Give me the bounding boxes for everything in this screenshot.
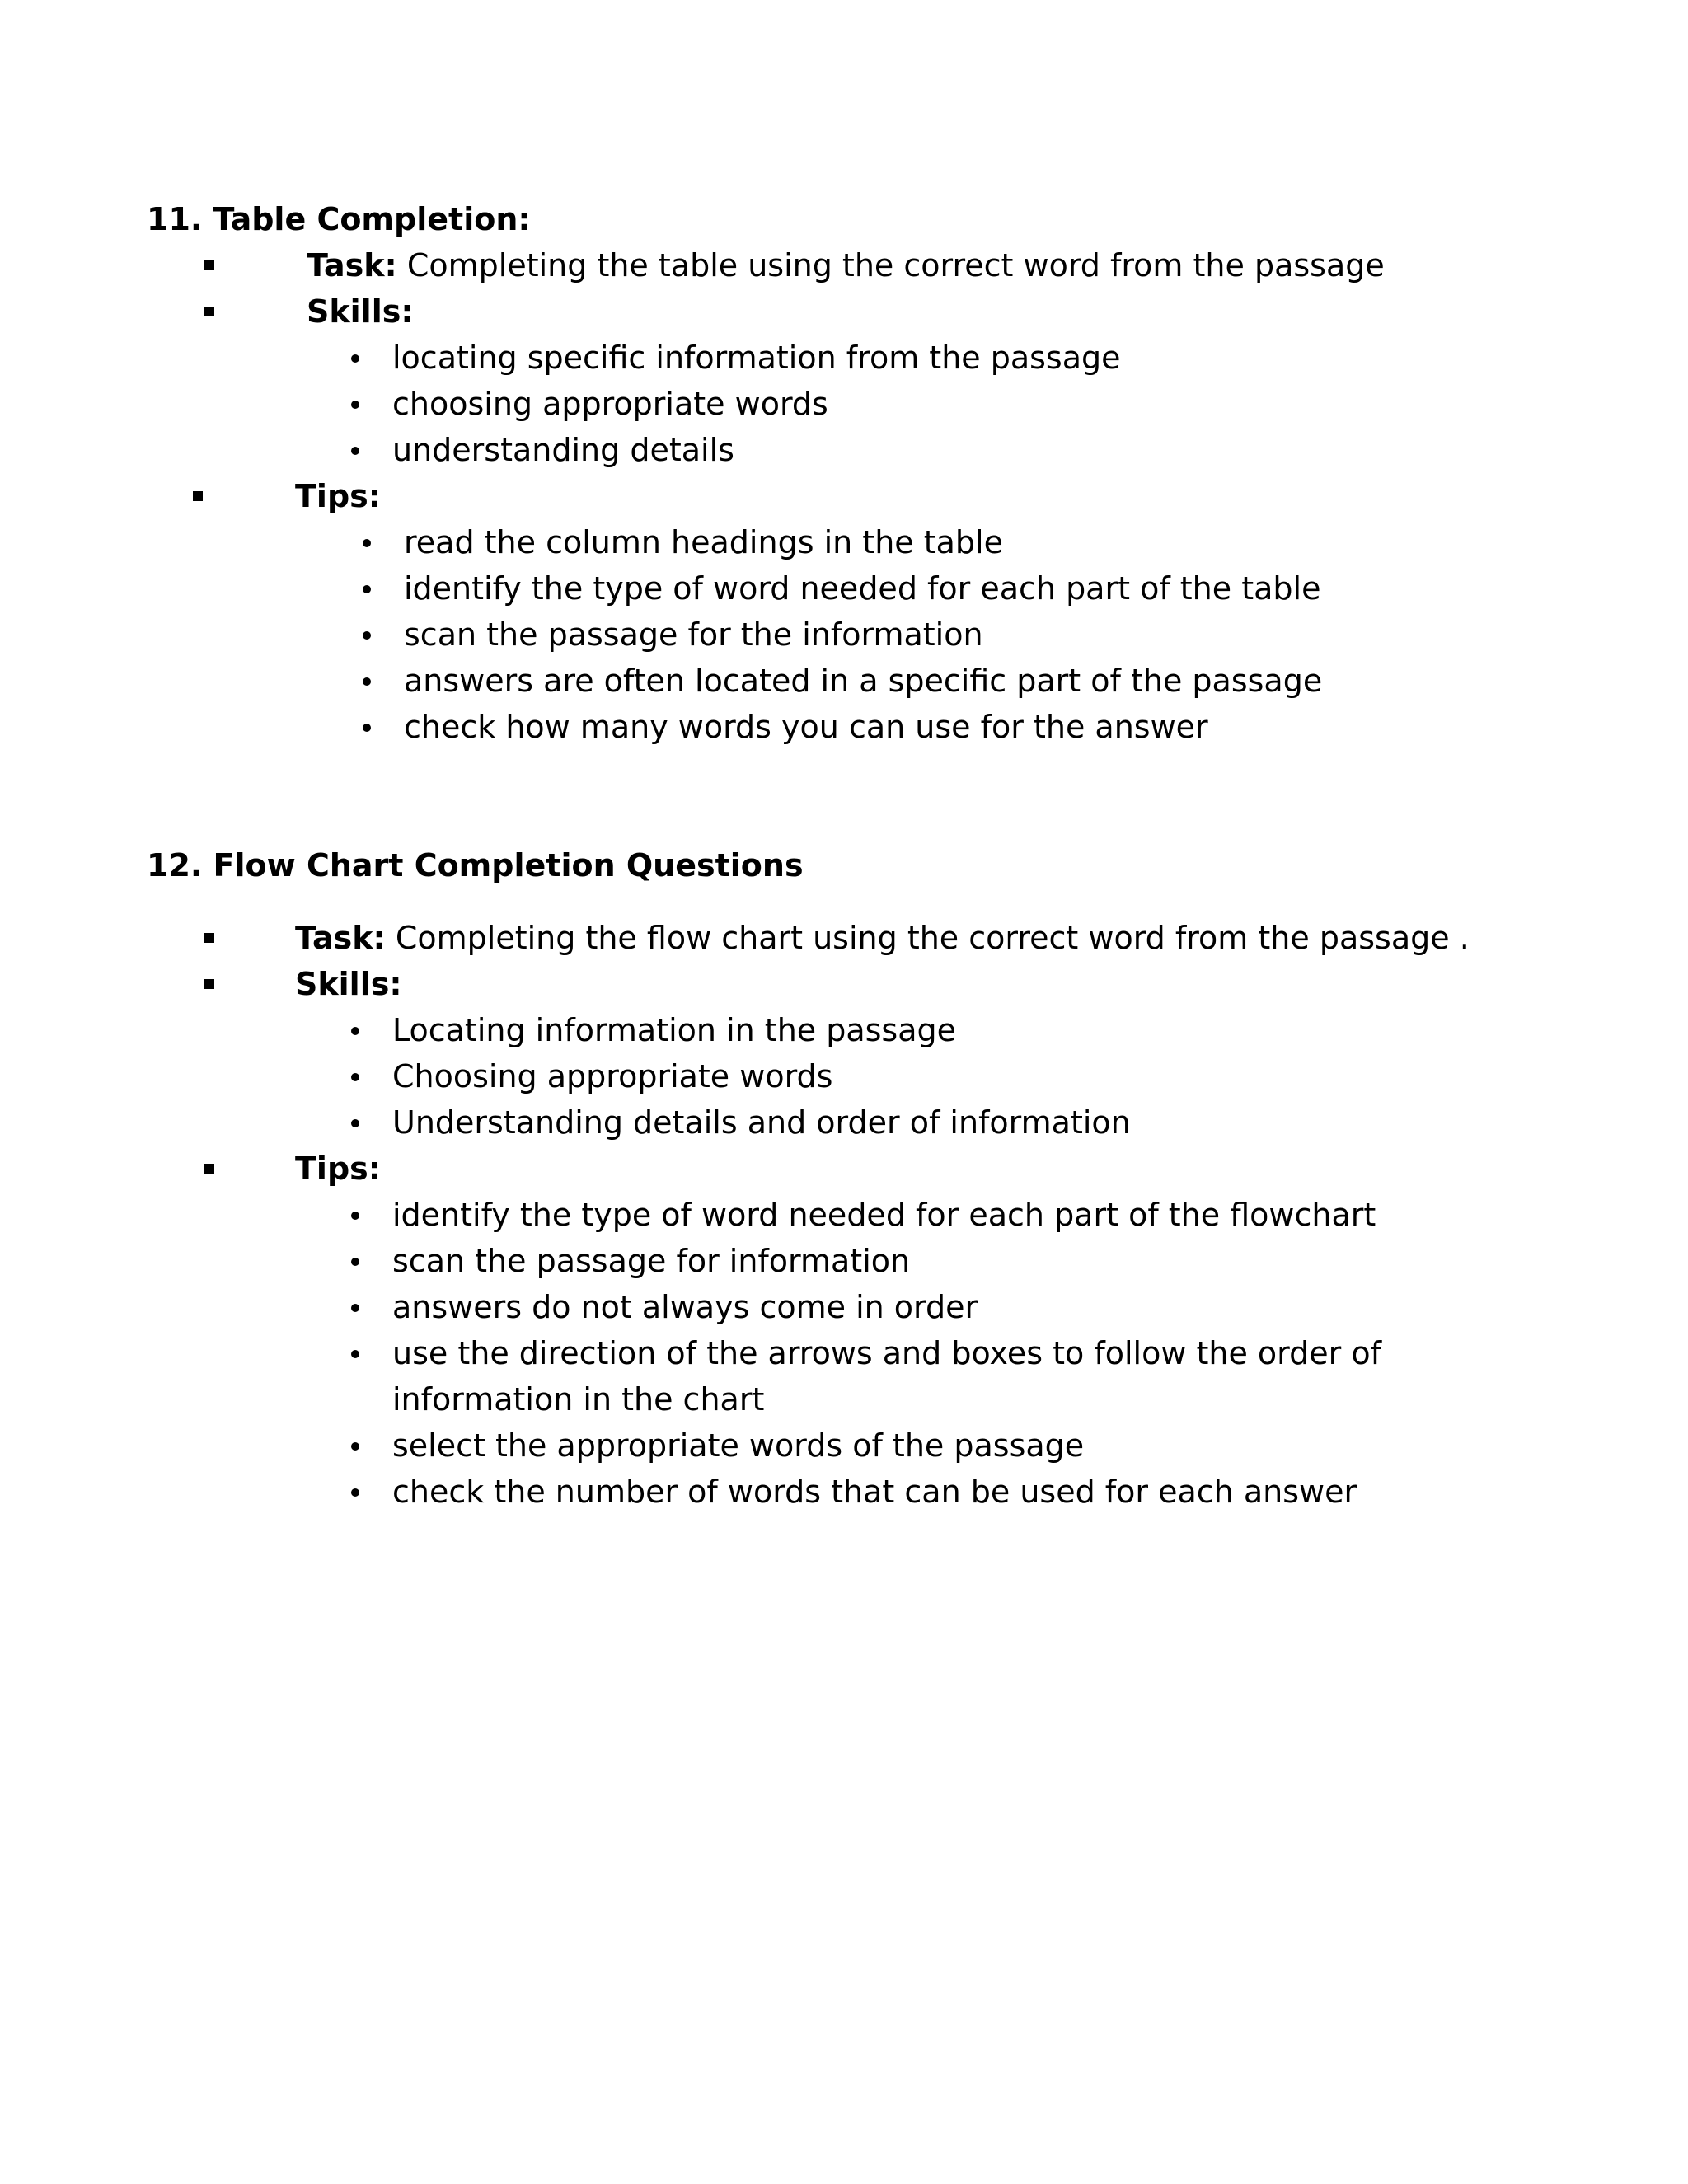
skills-label: Skills: bbox=[307, 293, 414, 330]
task-label: Task: bbox=[295, 920, 386, 956]
round-bullet-icon bbox=[363, 585, 371, 593]
skills-list bbox=[295, 1007, 1548, 1146]
list-item: check how many words you can use for the answer bbox=[404, 704, 1548, 750]
list-item: use the direction of the arrows and boxes to follow the order of information in the chart bbox=[392, 1330, 1548, 1422]
task-text: Completing the table using the correct word from the passage bbox=[396, 247, 1385, 284]
list-item: locating specific information from the passage bbox=[392, 335, 1548, 381]
list-item: choosing appropriate words bbox=[392, 381, 1548, 427]
tips-label: Tips: bbox=[295, 478, 381, 514]
tips-item bbox=[295, 1146, 1548, 1515]
round-bullet-icon bbox=[351, 1027, 359, 1035]
list-item: read the column headings in the table bbox=[404, 519, 1548, 565]
list-item: answers do not always come in order bbox=[392, 1284, 1548, 1330]
list-item: identify the type of word needed for each part of the table bbox=[404, 565, 1548, 612]
round-bullet-icon bbox=[351, 1258, 359, 1266]
list-item: Choosing appropriate words bbox=[392, 1053, 1548, 1099]
skills-item bbox=[307, 288, 1548, 473]
list-item: scan the passage for the information bbox=[404, 612, 1548, 658]
task-label: Task: bbox=[307, 247, 397, 284]
round-bullet-icon bbox=[351, 1304, 359, 1312]
section-items bbox=[147, 915, 1548, 1515]
list-item: check the number of words that can be used for each answer bbox=[392, 1469, 1548, 1515]
round-bullet-icon bbox=[351, 354, 359, 363]
round-bullet-icon bbox=[351, 1442, 359, 1451]
list-item: understanding details bbox=[392, 427, 1548, 473]
list-item: identify the type of word needed for each part of the flowchart bbox=[392, 1192, 1548, 1238]
round-bullet-icon bbox=[363, 631, 371, 640]
tips-label: Tips: bbox=[295, 1151, 381, 1187]
list-item: select the appropriate words of the passage bbox=[392, 1422, 1548, 1469]
tips-item bbox=[295, 473, 1548, 750]
square-bullet-icon bbox=[204, 979, 214, 989]
square-bullet-icon bbox=[204, 933, 214, 943]
list-item: answers are often located in a specific part of the passage bbox=[404, 658, 1548, 704]
round-bullet-icon bbox=[363, 677, 371, 686]
round-bullet-icon bbox=[351, 1488, 359, 1497]
skills-label: Skills: bbox=[295, 966, 402, 1002]
tips-list bbox=[295, 1192, 1548, 1515]
section-title: 12. Flow Chart Completion Questions bbox=[147, 847, 804, 883]
list-item: Understanding details and order of information bbox=[392, 1099, 1548, 1146]
round-bullet-icon bbox=[351, 1212, 359, 1220]
round-bullet-icon bbox=[351, 1350, 359, 1358]
round-bullet-icon bbox=[351, 447, 359, 455]
task-item bbox=[307, 242, 1548, 288]
skills-item bbox=[295, 961, 1548, 1146]
list-item: Locating information in the passage bbox=[392, 1007, 1548, 1053]
square-bullet-icon bbox=[204, 307, 214, 316]
task-item bbox=[295, 915, 1548, 961]
square-bullet-icon bbox=[204, 1164, 214, 1174]
task-text: Completing the flow chart using the correct word from the passage . bbox=[385, 920, 1470, 956]
section-flow-chart-completion bbox=[147, 842, 1548, 1515]
round-bullet-icon bbox=[351, 1073, 359, 1081]
round-bullet-icon bbox=[363, 539, 371, 547]
square-bullet-icon bbox=[193, 491, 203, 501]
skills-list bbox=[307, 335, 1548, 473]
square-bullet-icon bbox=[204, 260, 214, 270]
tips-list bbox=[295, 519, 1548, 750]
section-table-completion bbox=[147, 196, 1548, 750]
round-bullet-icon bbox=[351, 1119, 359, 1127]
list-item: scan the passage for information bbox=[392, 1238, 1548, 1284]
round-bullet-icon bbox=[351, 401, 359, 409]
round-bullet-icon bbox=[363, 724, 371, 732]
section-title: 11. Table Completion: bbox=[147, 201, 531, 237]
section-items bbox=[147, 242, 1548, 750]
